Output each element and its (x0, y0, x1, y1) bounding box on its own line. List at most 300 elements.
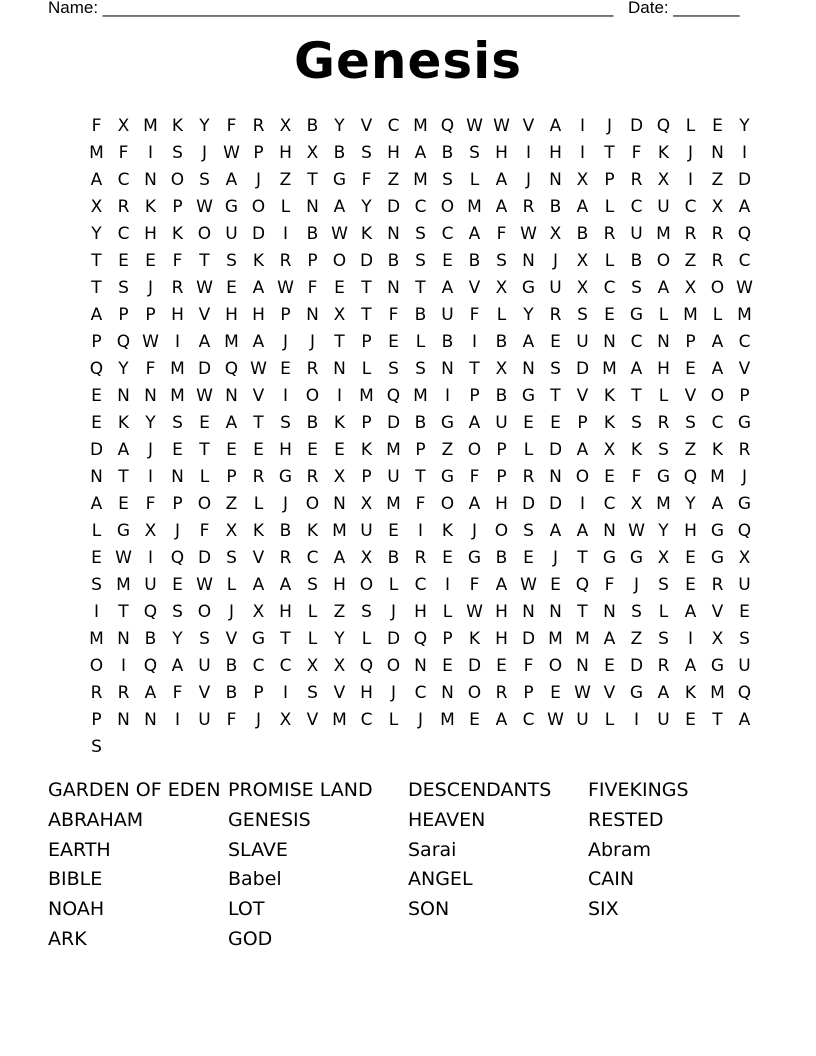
grid-letter: H (279, 440, 292, 460)
grid-letter: J (606, 116, 612, 136)
grid-letter: K (360, 224, 373, 244)
grid-letter: P (307, 251, 318, 271)
grid-letter: S (658, 575, 669, 595)
grid-letter: F (226, 116, 237, 136)
grid-letter: M (656, 494, 671, 514)
grid-letter: K (684, 683, 697, 703)
grid-letter: X (90, 197, 103, 217)
grid-letter: A (441, 278, 454, 298)
grid-letter: Q (386, 386, 401, 406)
grid-letter: Q (359, 656, 374, 676)
grid-letter: L (226, 575, 237, 595)
grid-letter: A (468, 224, 481, 244)
grid-letter: S (415, 251, 426, 271)
grid-letter: F (469, 305, 480, 325)
grid-letter: Q (683, 467, 698, 487)
grid-letter: B (495, 332, 508, 352)
grid-letter: L (280, 197, 291, 217)
grid-letter: A (684, 656, 697, 676)
grid-letter: G (656, 467, 671, 487)
grid-letter: G (629, 548, 644, 568)
grid-letter: S (361, 143, 372, 163)
grid-letter: L (604, 251, 615, 271)
grid-letter: B (225, 683, 238, 703)
grid-letter: W (115, 548, 132, 568)
grid-letter: V (684, 386, 697, 406)
grid-letter: K (171, 224, 184, 244)
grid-letter: O (197, 494, 212, 514)
grid-letter: Y (172, 629, 183, 649)
grid-letter: R (279, 548, 292, 568)
grid-letter: W (520, 224, 537, 244)
grid-letter: X (333, 467, 346, 487)
grid-letter: Q (575, 575, 590, 595)
grid-letter: M (386, 494, 401, 514)
grid-letter: S (172, 602, 183, 622)
grid-letter: B (387, 251, 400, 271)
grid-letter: R (738, 440, 751, 460)
grid-letter: J (147, 278, 153, 298)
grid-letter: T (415, 278, 426, 298)
grid-letter: E (442, 251, 453, 271)
grid-letter: V (738, 359, 751, 379)
grid-letter: K (441, 521, 454, 541)
word-search-grid (83, 113, 758, 761)
grid-letter: Q (170, 548, 185, 568)
grid-letter: X (684, 278, 697, 298)
grid-letter: N (657, 332, 670, 352)
grid-letter: F (226, 710, 237, 730)
grid-letter: E (739, 602, 750, 622)
grid-letter: V (306, 710, 319, 730)
grid-letter: X (225, 521, 238, 541)
grid-letter: X (360, 494, 373, 514)
grid-letter: Y (523, 305, 534, 325)
grid-letter: Q (656, 116, 671, 136)
grid-letter: A (144, 683, 157, 703)
grid-letter: A (495, 197, 508, 217)
word-list-item: EARTH (48, 838, 111, 861)
grid-letter: U (144, 575, 157, 595)
grid-letter: R (495, 683, 508, 703)
grid-letter: G (116, 521, 131, 541)
grid-letter: M (683, 305, 698, 325)
grid-letter: M (710, 467, 725, 487)
word-list-item: GARDEN OF EDEN (48, 779, 221, 801)
grid-letter: J (255, 170, 261, 190)
grid-letter: T (604, 143, 615, 163)
grid-letter: L (658, 386, 669, 406)
grid-letter: C (630, 197, 643, 217)
grid-letter: E (496, 656, 507, 676)
grid-letter: O (467, 440, 482, 460)
grid-letter: W (331, 224, 348, 244)
grid-letter: E (226, 440, 237, 460)
grid-letter: N (171, 467, 184, 487)
grid-letter: I (444, 575, 450, 595)
grid-letter: E (253, 440, 264, 460)
grid-letter: E (91, 386, 102, 406)
grid-letter: P (415, 440, 426, 460)
word-list-item: Babel (228, 868, 282, 891)
grid-letter: B (576, 224, 589, 244)
grid-letter: C (738, 332, 751, 352)
grid-letter: D (386, 197, 401, 217)
grid-letter: K (117, 413, 130, 433)
grid-letter: G (440, 467, 455, 487)
grid-letter: V (522, 116, 535, 136)
grid-letter: I (336, 386, 342, 406)
grid-letter: F (199, 521, 210, 541)
grid-letter: K (657, 143, 670, 163)
grid-letter: R (306, 359, 319, 379)
grid-letter: M (89, 143, 104, 163)
grid-letter: E (172, 575, 183, 595)
grid-letter: M (413, 386, 428, 406)
grid-letter: U (657, 710, 670, 730)
grid-letter: A (711, 494, 724, 514)
grid-letter: Q (737, 521, 752, 541)
grid-letter: I (687, 629, 693, 649)
grid-letter: H (684, 521, 697, 541)
grid-letter: B (630, 251, 643, 271)
grid-letter: E (550, 575, 561, 595)
grid-letter: V (711, 602, 724, 622)
grid-letter: X (549, 224, 562, 244)
grid-letter: F (388, 305, 399, 325)
grid-letter: D (548, 440, 563, 460)
grid-letter: X (576, 251, 589, 271)
grid-letter: E (685, 575, 696, 595)
grid-letter: H (279, 143, 292, 163)
grid-letter: S (118, 278, 129, 298)
grid-letter: A (549, 116, 562, 136)
grid-letter: B (333, 143, 346, 163)
grid-letter: I (471, 332, 477, 352)
grid-letter: C (738, 251, 751, 271)
grid-letter: A (603, 629, 616, 649)
grid-letter: H (225, 305, 238, 325)
grid-letter: Y (334, 629, 345, 649)
grid-letter: H (495, 602, 508, 622)
grid-letter: S (550, 359, 561, 379)
grid-letter: S (577, 305, 588, 325)
grid-letter: Y (361, 197, 372, 217)
grid-letter: W (223, 143, 240, 163)
grid-letter: N (603, 602, 616, 622)
grid-letter: Y (91, 224, 102, 244)
grid-letter: P (91, 332, 102, 352)
grid-letter: T (280, 629, 291, 649)
grid-letter: L (307, 629, 318, 649)
grid-letter: Z (279, 170, 292, 190)
word-list-item: Sarai (408, 838, 457, 861)
grid-letter: W (196, 278, 213, 298)
grid-letter: G (467, 548, 482, 568)
grid-letter: A (630, 359, 643, 379)
grid-letter: A (468, 494, 481, 514)
grid-letter: S (415, 359, 426, 379)
word-list-item: Abram (588, 838, 652, 861)
grid-letter: C (522, 710, 535, 730)
grid-letter: L (685, 116, 696, 136)
grid-letter: E (118, 251, 129, 271)
grid-letter: Z (684, 440, 697, 460)
grid-letter: L (496, 305, 507, 325)
grid-letter: J (741, 467, 747, 487)
grid-letter: O (359, 575, 374, 595)
grid-letter: U (387, 467, 400, 487)
word-list-item: ARK (48, 927, 87, 950)
grid-letter: V (333, 683, 346, 703)
grid-letter: M (170, 386, 185, 406)
grid-letter: S (361, 602, 372, 622)
grid-letter: M (170, 359, 185, 379)
grid-letter: S (631, 278, 642, 298)
grid-letter: H (144, 224, 157, 244)
grid-letter: S (658, 629, 669, 649)
grid-letter: U (738, 656, 751, 676)
grid-letter: H (279, 602, 292, 622)
grid-letter: V (468, 278, 481, 298)
grid-letter: U (198, 656, 211, 676)
grid-letter: B (414, 305, 427, 325)
grid-letter: J (309, 332, 315, 352)
grid-letter: S (415, 224, 426, 244)
grid-letter: N (576, 656, 589, 676)
grid-letter: X (576, 170, 589, 190)
grid-letter: I (444, 386, 450, 406)
grid-letter: K (333, 413, 346, 433)
grid-letter: D (629, 656, 644, 676)
grid-letter: J (228, 602, 234, 622)
grid-letter: C (117, 224, 130, 244)
grid-letter: F (496, 224, 507, 244)
grid-letter: F (469, 467, 480, 487)
grid-letter: A (711, 359, 724, 379)
grid-letter: W (628, 521, 645, 541)
grid-letter: T (91, 251, 102, 271)
grid-letter: B (495, 386, 508, 406)
grid-letter: G (710, 656, 725, 676)
grid-letter: Z (711, 170, 724, 190)
grid-letter: B (306, 224, 319, 244)
grid-letter: E (604, 467, 615, 487)
grid-letter: X (279, 116, 292, 136)
grid-letter: V (198, 683, 211, 703)
grid-letter: K (144, 197, 157, 217)
grid-letter: H (657, 359, 670, 379)
grid-letter: C (117, 170, 130, 190)
grid-letter: S (307, 575, 318, 595)
grid-letter: P (442, 629, 453, 649)
grid-letter: G (440, 413, 455, 433)
word-list-item: ANGEL (408, 868, 473, 891)
grid-letter: K (603, 386, 616, 406)
grid-letter: M (116, 575, 131, 595)
grid-letter: I (147, 467, 153, 487)
grid-letter: N (90, 467, 103, 487)
grid-letter: G (710, 548, 725, 568)
grid-letter: B (441, 332, 454, 352)
grid-letter: Y (199, 116, 210, 136)
page-title: Genesis (293, 32, 523, 90)
grid-letter: C (630, 332, 643, 352)
grid-letter: X (657, 170, 670, 190)
grid-letter: F (469, 575, 480, 595)
grid-letter: H (549, 143, 562, 163)
grid-letter: V (603, 683, 616, 703)
grid-letter: E (523, 413, 534, 433)
grid-letter: B (144, 629, 157, 649)
grid-letter: S (739, 629, 750, 649)
grid-letter: C (414, 683, 427, 703)
grid-letter: M (386, 440, 401, 460)
word-list-item: LOT (228, 898, 265, 921)
grid-letter: E (469, 710, 480, 730)
grid-letter: W (250, 359, 267, 379)
grid-letter: A (576, 440, 589, 460)
grid-letter: S (523, 521, 534, 541)
grid-letter: C (603, 494, 616, 514)
grid-letter: W (520, 575, 537, 595)
grid-letter: A (252, 278, 265, 298)
grid-letter: T (550, 386, 561, 406)
grid-letter: X (711, 629, 724, 649)
grid-letter: D (359, 251, 374, 271)
grid-letter: S (172, 143, 183, 163)
grid-letter: D (386, 629, 401, 649)
grid-letter: N (333, 494, 346, 514)
grid-letter: D (575, 359, 590, 379)
grid-letter: D (467, 656, 482, 676)
grid-letter: R (711, 251, 724, 271)
grid-letter: V (576, 386, 589, 406)
grid-letter: U (198, 710, 211, 730)
grid-letter: X (333, 656, 346, 676)
grid-letter: O (305, 494, 320, 514)
grid-letter: S (280, 413, 291, 433)
grid-letter: D (521, 629, 536, 649)
grid-letter: A (576, 521, 589, 541)
grid-letter: X (252, 602, 265, 622)
grid-letter: P (361, 332, 372, 352)
grid-letter: A (90, 494, 103, 514)
grid-letter: N (144, 170, 157, 190)
grid-letter: H (495, 629, 508, 649)
grid-letter: P (496, 467, 507, 487)
grid-letter: J (282, 494, 288, 514)
grid-letter: R (603, 224, 616, 244)
grid-letter: J (174, 521, 180, 541)
grid-letter: J (390, 602, 396, 622)
grid-letter: X (630, 494, 643, 514)
grid-letter: M (224, 332, 239, 352)
grid-letter: M (710, 683, 725, 703)
grid-letter: E (550, 683, 561, 703)
grid-letter: E (199, 413, 210, 433)
grid-letter: F (172, 683, 183, 703)
grid-letter: R (279, 251, 292, 271)
grid-letter: R (252, 116, 265, 136)
grid-letter: G (521, 278, 536, 298)
grid-letter: N (306, 305, 319, 325)
grid-letter: D (521, 494, 536, 514)
grid-letter: E (685, 359, 696, 379)
grid-letter: X (306, 656, 319, 676)
grid-letter: W (277, 278, 294, 298)
grid-letter: G (629, 305, 644, 325)
grid-letter: A (576, 197, 589, 217)
grid-letter: O (575, 467, 590, 487)
grid-letter: I (579, 494, 585, 514)
grid-letter: R (252, 467, 265, 487)
grid-letter: I (579, 143, 585, 163)
grid-letter: N (117, 710, 130, 730)
grid-letter: K (468, 629, 481, 649)
word-list-item: NOAH (48, 898, 105, 921)
grid-letter: E (388, 332, 399, 352)
grid-letter: G (602, 548, 617, 568)
grid-letter: T (361, 278, 372, 298)
grid-letter: S (307, 683, 318, 703)
grid-letter: K (711, 440, 724, 460)
grid-letter: C (306, 548, 319, 568)
grid-letter: I (282, 683, 288, 703)
grid-letter: S (442, 170, 453, 190)
grid-letter: U (630, 224, 643, 244)
grid-letter: T (118, 467, 129, 487)
grid-letter: Y (685, 494, 696, 514)
grid-letter: Z (684, 251, 697, 271)
grid-letter: E (226, 278, 237, 298)
grid-letter: J (552, 548, 558, 568)
grid-letter: T (199, 440, 210, 460)
grid-letter: N (441, 683, 454, 703)
grid-letter: C (684, 197, 697, 217)
grid-letter: R (414, 548, 427, 568)
word-list-item: PROMISE LAND (228, 779, 373, 801)
grid-letter: P (523, 683, 534, 703)
word-list-item: SON (408, 898, 450, 921)
grid-letter: Y (334, 116, 345, 136)
grid-letter: O (170, 170, 185, 190)
grid-letter: S (199, 170, 210, 190)
grid-letter: P (172, 494, 183, 514)
grid-letter: I (147, 143, 153, 163)
grid-letter: C (441, 224, 454, 244)
grid-letter: T (334, 332, 345, 352)
grid-letter: F (415, 494, 426, 514)
word-list (48, 776, 768, 955)
grid-letter: X (603, 440, 616, 460)
grid-letter: J (633, 575, 639, 595)
grid-letter: A (225, 170, 238, 190)
grid-letter: P (91, 710, 102, 730)
word-list-item: GENESIS (228, 808, 311, 831)
grid-letter: I (147, 548, 153, 568)
grid-letter: R (549, 305, 562, 325)
grid-letter: C (360, 710, 373, 730)
grid-letter: D (197, 548, 212, 568)
grid-letter: C (252, 656, 265, 676)
grid-letter: B (414, 413, 427, 433)
grid-letter: G (737, 413, 752, 433)
grid-letter: E (604, 656, 615, 676)
grid-letter: R (90, 683, 103, 703)
grid-letter: R (117, 683, 130, 703)
grid-letter: L (415, 332, 426, 352)
